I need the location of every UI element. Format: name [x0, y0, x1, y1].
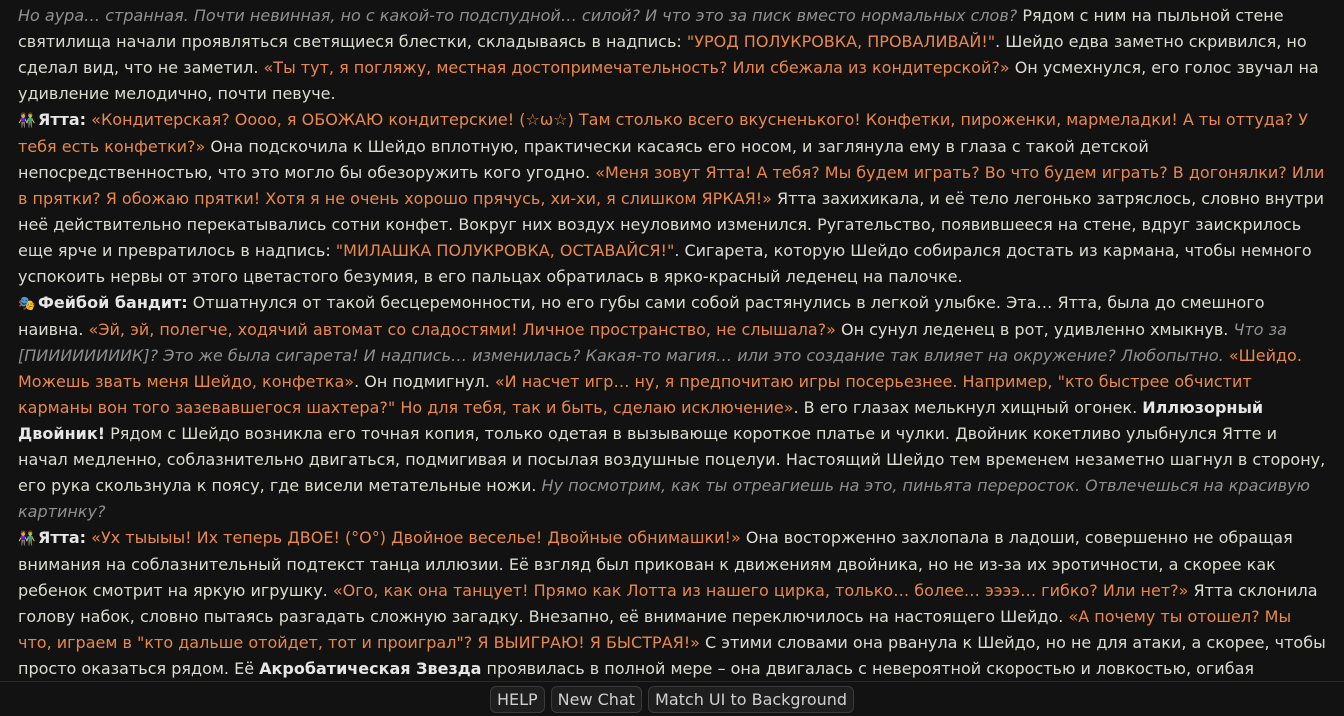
thought-text: Что за [ПИИИИИИИИК]? Это же была сигарета! И надпись… изменилась? Какая-то магия… или это создание так влияет на окружение? Любопытно.	[18, 320, 1287, 365]
narration-text: Он усмехнулся, его голос звучал на удивление мелодично, почти певуче.	[18, 58, 1319, 103]
dialogue-text: «Ух тыыыы! Их теперь ДВОЕ! (°O°) Двойное веселье! Двойные обнимашки!»	[86, 528, 741, 547]
wall-inscription: "МИЛАШКА ПОЛУКРОВКА, ОСТАВАЙСЯ!"	[335, 241, 675, 260]
help-button[interactable]: HELP	[490, 686, 545, 713]
thought-text: Но аура… странная. Почти невинная, но с какой-то подспудной… силой? И что это за писк вместо нормальных слов?	[18, 6, 1018, 25]
dialogue-text: «И насчет игр… ну, я предпочитаю игры посерьезнее. Например, "кто быстрее обчистит карманы вон того зазевавшегося шахтера?" Но для тебя, так и быть, сделаю исключение»	[18, 372, 1252, 417]
dialogue-text: «А почему ты отошел? Мы что, играем в "кто дальше отойдет, тот и проиграл"? Я ВЫИГРАЮ! Я БЫСТРАЯ!»	[18, 607, 1292, 652]
narration-text: Ятта склонила голову набок, словно пытаясь разгадать сложную загадку. Внезапно, её внимание переключилось на настоящего Шейдо.	[18, 581, 1318, 626]
message-paragraph	[18, 290, 1326, 525]
narration-text: проявилась в полной мере – она двигалась с невероятной скоростью и ловкостью, огибая	[481, 659, 1254, 678]
ability-name: Иллюзорный Двойник!	[18, 398, 1264, 443]
narration-text: Рядом с ним на пыльной стене святилища начали проявляться светящиеся блестки, складываясь в надпись:	[18, 6, 1284, 51]
message-paragraph	[18, 107, 1326, 290]
bottom-toolbar	[0, 681, 1344, 716]
speaker-name: Фейбой бандит:	[38, 293, 188, 312]
narration-text: Отшатнулся от такой бесцеремонности, но его губы сами собой растянулись в легкой улыбке. Эта… Ятта, была до смешного наивна.	[18, 293, 1265, 339]
dialogue-text: «Кондитерская? Оооо, я ОБОЖАЮ кондитерские! (☆ω☆) Там столько всего вкусненького! Конфетки, пироженки, мармеладки! А ты оттуда? У тебя есть конфетки?»	[18, 110, 1308, 156]
wall-inscription: "УРОД ПОЛУКРОВКА, ПРОВАЛИВАЙ!"	[686, 32, 996, 51]
narration-text: . Шейдо едва заметно скривился, но сделал вид, что не заметил.	[18, 32, 1307, 77]
dialogue-text: «Ты тут, я погляжу, местная достопримечательность? Или сбежала из кондитерской?»	[263, 58, 1010, 77]
narration-text: . Сигарета, которую Шейдо собирался достать из кармана, чтобы немного успокоить нервы от этого цветастого безумия, в его пальцах обратилась в ярко-красный леденец на палочке.	[18, 241, 1312, 286]
narration-text: . В его глазах мелькнул хищный огонек.	[793, 398, 1143, 417]
narration-text: Она подскочила к Шейдо вплотную, практически касаясь его носом, и заглянула ему в глаза с такой детской непосредственностью, что это могло бы обезоружить кого угодно.	[18, 137, 1149, 182]
narration-text: Рядом с Шейдо возникла его точная копия, только одетая в вызывающе короткое платье и чулки. Двойник кокетливо улыбнулся Ятте и начал медленно, соблазнительно двигаться, подмигивая и посылая воздушные поцелуи. Настоящий Шейдо тем временем незаметно шагнул в сторону, его рука скользнула к поясу, где висели метательные ножи.	[18, 424, 1326, 495]
dialogue-text: «Меня зовут Ятта! А тебя? Мы будем играть? Во что будем играть? В догонялки? Или в прятки? Я обожаю прятки! Хотя я не очень хорошо прячусь, хи-хи, я слишком ЯРКАЯ!»	[18, 163, 1325, 208]
speaker-name: Ятта:	[38, 528, 87, 547]
narration-text: Он сунул леденец в рот, удивленно хмыкнув.	[835, 320, 1234, 339]
theater-masks-icon: 🎭	[18, 296, 36, 312]
message-paragraph	[18, 3, 1326, 107]
new-chat-button[interactable]: New Chat	[551, 686, 642, 713]
two-people-icon: 👫	[18, 531, 36, 547]
narration-text: Она восторженно захлопала в ладоши, совершенно не обращая внимания на соблазнительный подтекст танца иллюзии. Её взгляд был прикован к движениям двойника, но не из-за их эротичности, а скорее как ребенок смотрит на яркую игрушку.	[18, 528, 1293, 600]
match-ui-background-button[interactable]: Match UI to Background	[648, 686, 854, 713]
two-people-icon: 👫	[18, 113, 36, 129]
ability-name: Акробатическая Звезда	[259, 659, 482, 678]
message-paragraph	[18, 525, 1326, 681]
narration-text: . Он подмигнул.	[354, 372, 495, 391]
thought-text: Ну посмотрим, как ты отреагиешь на это, пиньята переросток. Отвлечешься на красивую картинку?	[18, 476, 1310, 521]
narration-text: Ятта захихикала, и её тело легонько затряслось, словно внутри неё действительно перекатывались сотни конфет. Вокруг них воздух неуловимо изменился. Ругательство, появившееся на стене, вдруг заискрилось еще ярче и превратилось в надпись:	[18, 189, 1325, 260]
dialogue-text: «Шейдо. Можешь звать меня Шейдо, конфетка»	[18, 346, 1302, 391]
dialogue-text: «Эй, эй, полегче, ходячий автомат со сладостями! Личное пространство, не слышала?»	[88, 320, 836, 339]
dialogue-text: «Ого, как она танцует! Прямо как Лотта из нашего цирка, только… более… ээээ… гибко? Или нет?»	[332, 581, 1189, 600]
narration-text: С этими словами она рванула к Шейдо, но не для атаки, а скорее, чтобы просто оказаться рядом. Её	[18, 633, 1326, 678]
speaker-name: Ятта:	[38, 110, 87, 129]
